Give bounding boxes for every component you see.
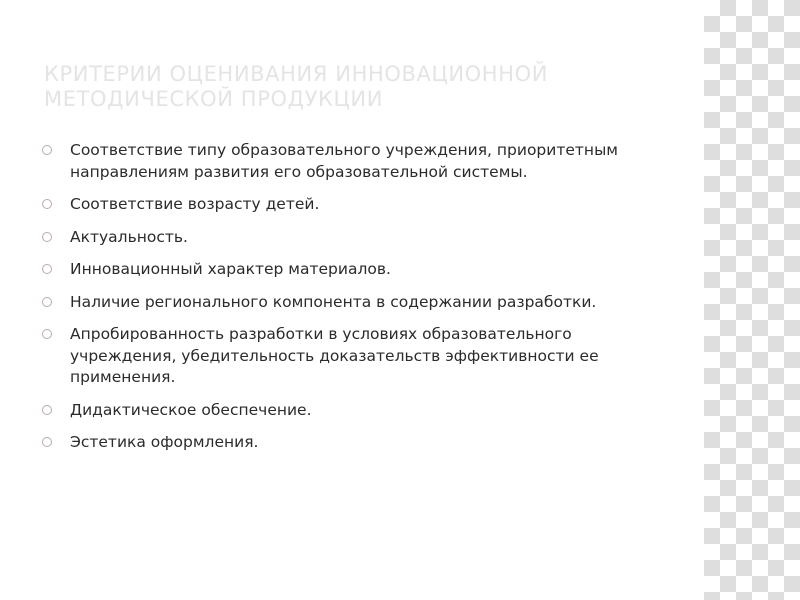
list-item (36, 259, 656, 281)
bullet-marker-icon (42, 199, 52, 209)
list-item (36, 227, 656, 249)
list-item-text: Инновационный характер материалов. (70, 260, 391, 278)
bullet-marker-icon (42, 232, 52, 242)
list-item-text: Апробированность разработки в условиях образовательного учреждения, убедительность доказательств эффективности ее применения. (70, 325, 599, 386)
list-item-text: Наличие регионального компонента в содержании разработки. (70, 292, 597, 311)
list-item (36, 432, 656, 454)
list-item (36, 140, 656, 183)
bullet-list (36, 140, 656, 465)
list-item-text: Соответствие возрасту детей. (70, 195, 320, 213)
list-item-text: Эстетика оформления. (70, 433, 259, 451)
bullet-marker-icon (42, 297, 52, 307)
bullet-marker-icon (42, 437, 52, 447)
list-item (36, 292, 656, 314)
list-item-text: Соответствие типу образовательного учреждения, приоритетным направлениям развития его образовательной системы. (70, 141, 619, 181)
list-item (36, 194, 656, 216)
decorative-checkered-band (704, 0, 800, 600)
bullet-marker-icon (42, 145, 52, 155)
list-item-text: Актуальность. (70, 227, 188, 246)
list-item (36, 324, 656, 389)
bullet-marker-icon (42, 329, 52, 339)
list-item (36, 400, 656, 422)
list-item-text: Дидактическое обеспечение. (70, 400, 312, 419)
slide-title: КРИТЕРИИ ОЦЕНИВАНИЯ ИННОВАЦИОННОЙ МЕТОДИЧЕСКОЙ ПРОДУКЦИИ (44, 62, 549, 111)
bullet-marker-icon (42, 264, 52, 274)
bullet-marker-icon (42, 405, 52, 415)
